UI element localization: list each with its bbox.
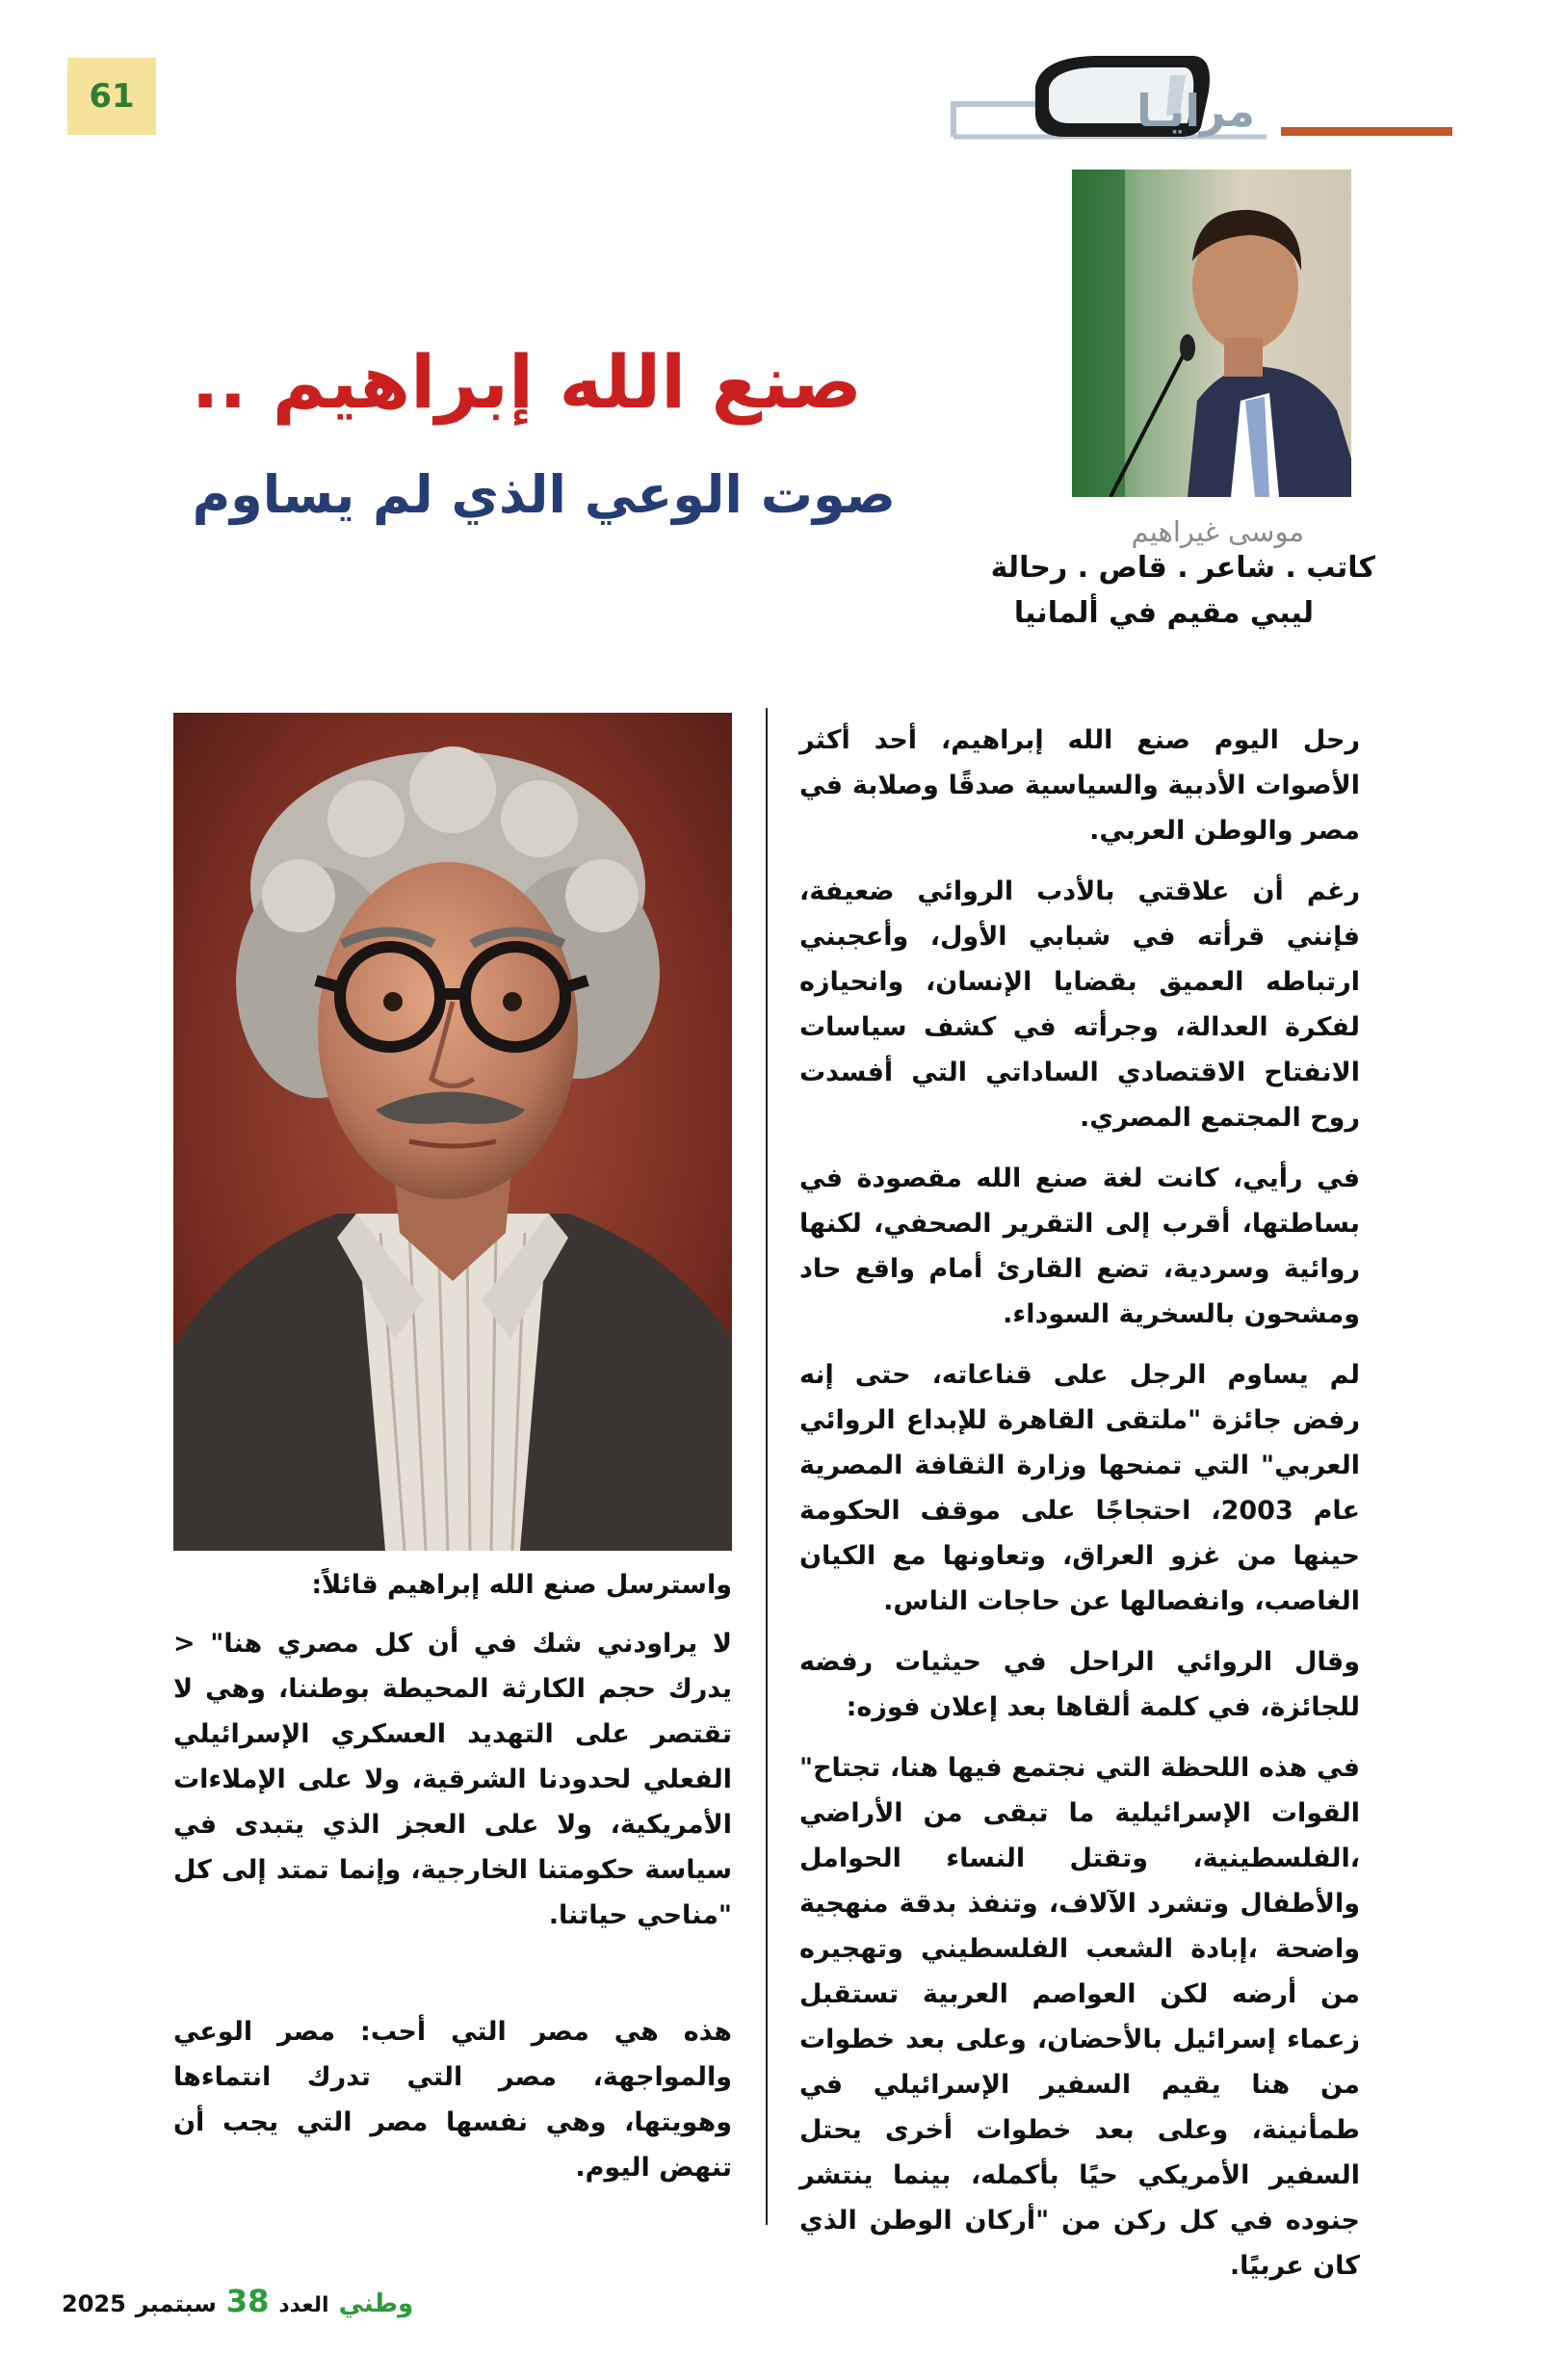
article-title: صنع الله إبراهيم ..	[191, 339, 862, 425]
author-photo	[1072, 170, 1351, 497]
footer-year: 2025	[62, 2290, 126, 2317]
paragraph: في رأيي، كانت لغة صنع الله مقصودة في بساطتها، أقرب إلى التقرير الصحفي، لكنها روائية وسردية، تضع القارئ أمام واقع حاد ومشحون بالسخرية السوداء.	[799, 1164, 1360, 1329]
footer-magazine-name: وطني	[338, 2289, 414, 2318]
article-column-right	[799, 718, 1360, 2304]
quote-intro: واسترسل صنع الله إبراهيم قائلاً:	[311, 1570, 732, 1600]
paragraph: رحل اليوم صنع الله إبراهيم، أحد أكثر الأصوات الأدبية والسياسية صدقًا وصلابة في مصر والوطن العربي.	[799, 725, 1360, 846]
author-location: ليبي مقيم في ألمانيا	[1013, 596, 1314, 630]
section-accent-bar	[1281, 127, 1452, 136]
footer-issue-label: العدد	[278, 2293, 329, 2317]
quote-paragraph: لا يراودني شك في أن كل مصري هنا" < يدرك حجم الكارثة المحيطة بوطننا، وهي لا تقتصر على التهديد العسكري الإسرائيلي الفعلي لحدودنا الشرقية، ولا على الإملاءات الأمريكية، ولا على العجز الذي يتبدى في سياسة حكومتنا الخارجية، وإنما تمتد إلى كل "مناحي حياتنا.	[173, 1629, 732, 1930]
article-column-left	[173, 1562, 732, 2202]
column-divider	[766, 708, 768, 2225]
page-footer	[62, 2283, 413, 2319]
footer-month: سبتمبر	[135, 2290, 217, 2317]
paragraph: لم يساوم الرجل على قناعاته، حتى إنه رفض جائزة "ملتقى القاهرة للإبداع الروائي العربي" التي تمنحها وزارة الثقافة المصرية عام 2003، احتجاجًا على موقف الحكومة حينها من غزو العراق، وتعاونها مع الكيان الغاصب، وانفصالها عن حاجات الناس.	[799, 1360, 1360, 1616]
paragraph: رغم أن علاقتي بالأدب الروائي ضعيفة، فإنني قرأته في شبابي الأول، وأعجبني ارتباطه العميق بقضايا الإنسان، وانحيازه لفكرة العدالة، وجرأته في كشف سياسات الانفتاح الاقتصادي الساداتي التي أفسدت روح المجتمع المصري.	[799, 876, 1360, 1133]
page-number: 61	[67, 58, 156, 135]
footer-issue-number: 38	[225, 2283, 270, 2319]
article-subtitle: صوت الوعي الذي لم يساوم	[192, 464, 896, 525]
author-name: موسى غيراهيم	[1131, 515, 1304, 548]
paragraph: وقال الروائي الراحل في حيثيات رفضه للجائزة، في كلمة ألقاها بعد إعلان فوزه:	[799, 1647, 1360, 1722]
section-name: مرايـا	[1136, 85, 1256, 137]
closing-paragraph: هذه هي مصر التي أحب: مصر الوعي والمواجهة، مصر التي تدرك انتماءها وهويتها، وهي نفسها مصر التي يجب أن تنهض اليوم.	[173, 2017, 732, 2183]
paragraph: في هذه اللحظة التي نجتمع فيها هنا، تجتاح" القوات الإسرائيلية ما تبقى من الأراضي ،الفلسطينية، وتقتل النساء الحوامل والأطفال وتشرد الآلاف، وتنفذ بدقة منهجية واضحة ،إبادة الشعب الفلسطيني وتهجيره من أرضه لكن العواصم العربية تستقبل زعماء إسرائيل بالأحضان، وعلى بعد خطوات من هنا يقيم السفير الإسرائيلي في طمأنينة، وعلى بعد خطوات أخرى يحتل السفير الأمريكي حيًا بأكمله، بينما ينتشر جنوده في كل ركن من "أركان الوطن الذي كان عربيًا.	[799, 1753, 1360, 2281]
author-role: كاتب . شاعر . قاص . رحالة	[990, 551, 1375, 585]
subject-portrait	[173, 713, 732, 1551]
